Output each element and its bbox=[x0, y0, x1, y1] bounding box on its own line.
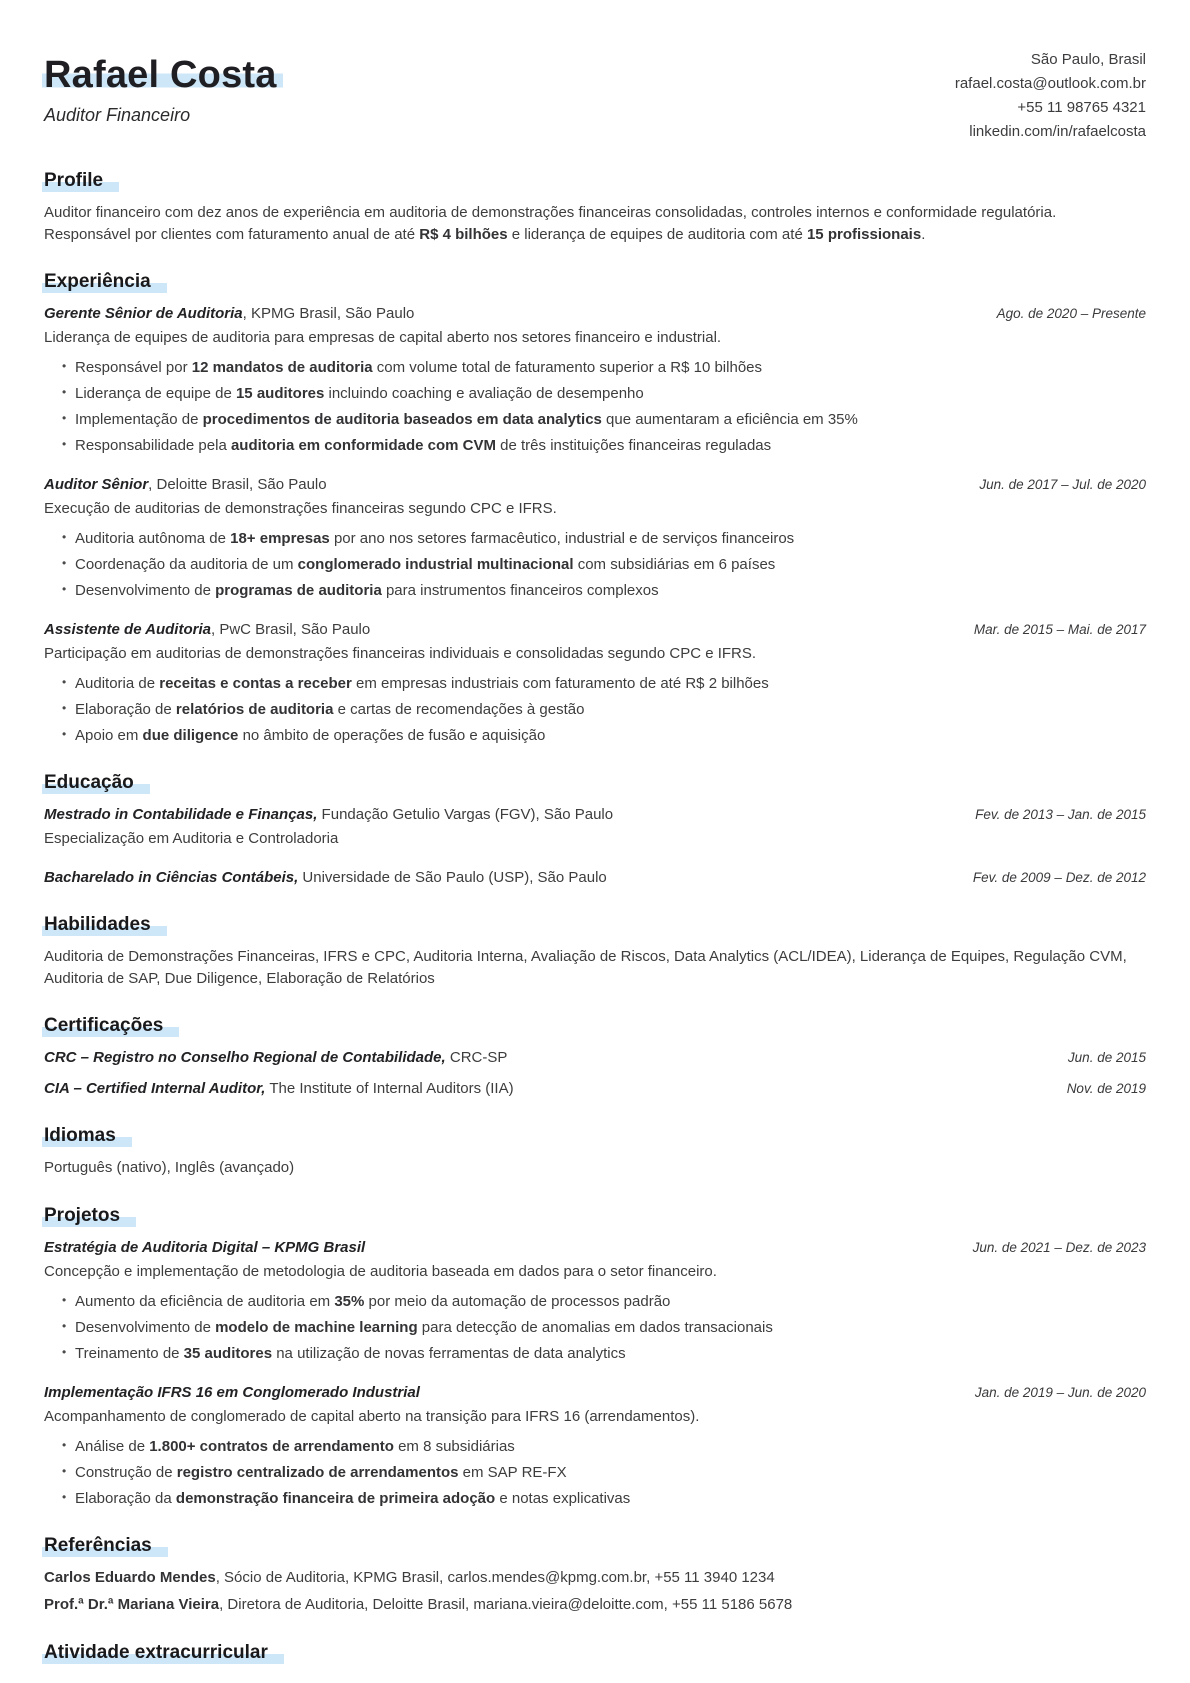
bullet-item bbox=[75, 528, 1146, 549]
bullet-list bbox=[44, 673, 1146, 746]
text: Liderança de equipe de bbox=[75, 385, 236, 403]
section-experiencia bbox=[44, 271, 1146, 746]
entry-date: Ago. de 2020 – Presente bbox=[996, 306, 1146, 322]
contact-block bbox=[955, 46, 1146, 144]
section-heading-text: Educação bbox=[42, 772, 150, 795]
text: Apoio em bbox=[75, 727, 143, 745]
text: Desenvolvimento de bbox=[75, 582, 216, 600]
bullet-item bbox=[75, 699, 1146, 720]
text: em empresas industriais com faturamento de até R$ 2 bilhões bbox=[351, 675, 769, 693]
entry-title: CIA – Certified Internal Auditor, bbox=[44, 1080, 266, 1098]
section-heading-text: Atividade extracurricular bbox=[42, 1642, 284, 1665]
bold-text: 35% bbox=[334, 1292, 365, 1310]
text: Auditoria de bbox=[75, 675, 160, 693]
text: na utilização de novas ferramentas de data analytics bbox=[272, 1344, 626, 1362]
entry bbox=[44, 303, 1146, 456]
entry bbox=[44, 1382, 1146, 1509]
entry-description: Execução de auditorias de demonstrações financeiras segundo CPC e IFRS. bbox=[44, 500, 557, 518]
text: Auditoria autônoma de bbox=[75, 530, 231, 548]
bold-text: 18+ empresas bbox=[230, 530, 330, 548]
entry-title-group bbox=[44, 1382, 951, 1403]
entry-subtitle: Fundação Getulio Vargas (FGV), São Paulo bbox=[317, 806, 614, 824]
entry bbox=[44, 474, 1146, 601]
text: que aumentaram a eficiência em 35% bbox=[601, 411, 858, 429]
bullet-item bbox=[75, 1462, 1146, 1483]
identity-block bbox=[44, 46, 283, 126]
entry-date: Nov. de 2019 bbox=[1066, 1081, 1146, 1097]
entry-title: Mestrado in Contabilidade e Finanças, bbox=[44, 806, 318, 824]
contact-line: São Paulo, Brasil bbox=[1030, 51, 1146, 68]
entry-title: Assistente de Auditoria bbox=[44, 621, 211, 639]
bold-text: Prof.ª Dr.ª Mariana Vieira bbox=[44, 1596, 220, 1614]
bold-text: 1.800+ contratos de arrendamento bbox=[149, 1437, 394, 1455]
entry bbox=[44, 1078, 1146, 1099]
entry-title-group bbox=[44, 474, 955, 495]
bold-text: conglomerado industrial multinacional bbox=[297, 556, 574, 574]
bold-text: modelo de machine learning bbox=[215, 1318, 418, 1336]
section-heading bbox=[44, 1642, 1146, 1664]
bold-text: Carlos Eduardo Mendes bbox=[44, 1568, 216, 1586]
section-referencias bbox=[44, 1535, 1146, 1616]
bold-text: receitas e contas a receber bbox=[159, 675, 352, 693]
section-heading bbox=[44, 1535, 1146, 1557]
bold-text: 15 auditores bbox=[235, 385, 325, 403]
text: no âmbito de operações de fusão e aquisição bbox=[238, 727, 546, 745]
entry-date: Mar. de 2015 – Mai. de 2017 bbox=[973, 622, 1146, 638]
text: Treinamento de bbox=[75, 1344, 184, 1362]
text: Implementação de bbox=[75, 411, 203, 429]
section-heading bbox=[44, 271, 1146, 293]
entry-title-group bbox=[44, 1237, 949, 1258]
section-heading bbox=[44, 170, 1146, 192]
bold-text: 12 mandatos de auditoria bbox=[191, 359, 373, 377]
entry-date: Jun. de 2017 – Jul. de 2020 bbox=[979, 477, 1146, 493]
bold-text: relatórios de auditoria bbox=[175, 701, 334, 719]
section-heading bbox=[44, 914, 1146, 936]
text: , Sócio de Auditoria, KPMG Brasil, carlos.mendes@kpmg.com.br, +55 11 3940 1234 bbox=[215, 1568, 775, 1586]
text: Responsável por bbox=[75, 359, 192, 377]
paragraph bbox=[44, 946, 1146, 990]
bold-text: procedimentos de auditoria baseados em data analytics bbox=[202, 411, 602, 429]
paragraph bbox=[44, 1594, 1146, 1616]
entry-subtitle: , KPMG Brasil, São Paulo bbox=[242, 305, 415, 323]
contact-line: linkedin.com/in/rafaelcosta bbox=[969, 123, 1146, 140]
text: e cartas de recomendações à gestão bbox=[333, 701, 585, 719]
text: para detecção de anomalias em dados transacionais bbox=[417, 1318, 773, 1336]
bold-text: programas de auditoria bbox=[215, 582, 382, 600]
person-job-title: Auditor Financeiro bbox=[44, 104, 191, 125]
bullet-list bbox=[44, 528, 1146, 601]
bullet-list bbox=[44, 1436, 1146, 1509]
text: Responsabilidade pela bbox=[75, 437, 231, 455]
section-idiomas bbox=[44, 1125, 1146, 1179]
text: incluindo coaching e avaliação de desempenho bbox=[324, 385, 644, 403]
section-heading-text: Experiência bbox=[42, 271, 167, 294]
bold-text: demonstração financeira de primeira adoção bbox=[175, 1489, 496, 1507]
bullet-list bbox=[44, 357, 1146, 456]
text: Desenvolvimento de bbox=[75, 1318, 216, 1336]
entry-subtitle: , PwC Brasil, São Paulo bbox=[210, 621, 371, 639]
section-habilidades bbox=[44, 914, 1146, 989]
text: Elaboração da bbox=[75, 1489, 176, 1507]
bullet-item bbox=[75, 1317, 1146, 1338]
entry-title: Estratégia de Auditoria Digital – KPMG Brasil bbox=[44, 1238, 366, 1256]
person-name-text: Rafael Costa bbox=[42, 54, 283, 96]
text: Auditoria de Demonstrações Financeiras, IFRS e CPC, Auditoria Interna, Avaliação de Riscos, Data Analytics (ACL/IDEA), Liderança de Equipes, Regulação CVM, Auditoria de SAP, Due Diligence, Elaboração de Relatórios bbox=[44, 947, 1127, 987]
entry-title: Implementação IFRS 16 em Conglomerado Industrial bbox=[44, 1383, 420, 1401]
bold-text: registro centralizado de arrendamentos bbox=[176, 1463, 459, 1481]
bullet-item bbox=[75, 1291, 1146, 1312]
section-heading-text: Profile bbox=[42, 170, 119, 193]
entry-date: Jun. de 2021 – Dez. de 2023 bbox=[972, 1239, 1146, 1255]
entry bbox=[44, 1237, 1146, 1364]
entry-description: Acompanhamento de conglomerado de capital aberto na transição para IFRS 16 (arrendamentos). bbox=[44, 1407, 700, 1425]
bold-text: R$ 4 bilhões bbox=[419, 225, 508, 243]
entry-subtitle: , Deloitte Brasil, São Paulo bbox=[148, 476, 327, 494]
entry-description: Participação em auditorias de demonstrações financeiras individuais e consolidadas segundo CPC e IFRS. bbox=[44, 645, 757, 663]
entry-title: CRC – Registro no Conselho Regional de Contabilidade, bbox=[44, 1049, 446, 1067]
entry-header-row bbox=[44, 1237, 1146, 1258]
bold-text: auditoria em conformidade com CVM bbox=[230, 437, 496, 455]
entry-header-row bbox=[44, 804, 1146, 825]
text: Elaboração de bbox=[75, 701, 176, 719]
bullet-item bbox=[75, 554, 1146, 575]
bullet-item bbox=[75, 435, 1146, 456]
entry bbox=[44, 619, 1146, 746]
bullet-item bbox=[75, 673, 1146, 694]
entry-subtitle: The Institute of Internal Auditors (IIA) bbox=[265, 1080, 514, 1098]
bullet-item bbox=[75, 1343, 1146, 1364]
section-certificacoes bbox=[44, 1015, 1146, 1099]
text: com subsidiárias em 6 países bbox=[573, 556, 776, 574]
entry-header-row bbox=[44, 619, 1146, 640]
bold-text: 35 auditores bbox=[183, 1344, 273, 1362]
entry-description: Liderança de equipes de auditoria para empresas de capital aberto nos setores financeiro e industrial. bbox=[44, 329, 722, 347]
text: em 8 subsidiárias bbox=[393, 1437, 515, 1455]
section-atividade-extracurricular bbox=[44, 1642, 1146, 1664]
section-heading-text: Idiomas bbox=[42, 1125, 132, 1148]
section-heading-text: Certificações bbox=[42, 1015, 179, 1038]
bullet-item bbox=[75, 409, 1146, 430]
section-heading-text: Referências bbox=[42, 1535, 168, 1558]
entry-header-row bbox=[44, 474, 1146, 495]
entry-description: Especialização em Auditoria e Controladoria bbox=[44, 830, 339, 848]
entry-title-group bbox=[44, 804, 951, 825]
text: por meio da automação de processos padrão bbox=[364, 1292, 671, 1310]
bullet-item bbox=[75, 1488, 1146, 1509]
resume-header bbox=[44, 46, 1146, 144]
entry-date: Fev. de 2013 – Jan. de 2015 bbox=[975, 807, 1146, 823]
resume-body bbox=[44, 170, 1146, 1664]
entry-date: Fev. de 2009 – Dez. de 2012 bbox=[972, 870, 1146, 886]
entry-title: Gerente Sênior de Auditoria bbox=[44, 305, 243, 323]
bullet-item bbox=[75, 580, 1146, 601]
entry bbox=[44, 804, 1146, 849]
entry-description: Concepção e implementação de metodologia de auditoria baseada em dados para o setor financeiro. bbox=[44, 1262, 717, 1280]
entry-title-group bbox=[44, 619, 950, 640]
bullet-item bbox=[75, 383, 1146, 404]
text: , Diretora de Auditoria, Deloitte Brasil, mariana.vieira@deloitte.com, +55 11 5186 5678 bbox=[219, 1596, 793, 1614]
text: Construção de bbox=[75, 1463, 177, 1481]
section-heading bbox=[44, 1015, 1146, 1037]
section-heading bbox=[44, 1205, 1146, 1227]
entry-header-row bbox=[44, 1382, 1146, 1403]
bullet-list bbox=[44, 1291, 1146, 1364]
entry-title: Bacharelado in Ciências Contábeis, bbox=[44, 869, 299, 887]
text: com volume total de faturamento superior a R$ 10 bilhões bbox=[372, 359, 763, 377]
paragraph bbox=[44, 1157, 1146, 1179]
entry-subtitle: CRC-SP bbox=[445, 1049, 508, 1067]
entry-header-row bbox=[44, 867, 1146, 888]
text: para instrumentos financeiros complexos bbox=[381, 582, 659, 600]
text: e liderança de equipes de auditoria com até bbox=[507, 225, 807, 243]
person-name bbox=[44, 54, 283, 98]
bullet-item bbox=[75, 357, 1146, 378]
text: em SAP RE-FX bbox=[458, 1463, 567, 1481]
entry-title: Auditor Sênior bbox=[44, 476, 149, 494]
text: . bbox=[921, 225, 926, 243]
text: e notas explicativas bbox=[495, 1489, 631, 1507]
section-heading bbox=[44, 1125, 1146, 1147]
entry-header-row bbox=[44, 1047, 1146, 1068]
entry-title-group bbox=[44, 1078, 1043, 1099]
text: por ano nos setores farmacêutico, industrial e de serviços financeiros bbox=[329, 530, 795, 548]
entry-date: Jun. de 2015 bbox=[1067, 1050, 1146, 1066]
entry-title-group bbox=[44, 1047, 1044, 1068]
text: Análise de bbox=[75, 1437, 150, 1455]
bullet-item bbox=[75, 1436, 1146, 1457]
section-heading-text: Habilidades bbox=[42, 914, 167, 937]
section-profile bbox=[44, 170, 1146, 245]
text: Coordenação da auditoria de um bbox=[75, 556, 298, 574]
contact-line: rafael.costa@outlook.com.br bbox=[954, 75, 1146, 92]
section-heading bbox=[44, 772, 1146, 794]
section-projetos bbox=[44, 1205, 1146, 1509]
paragraph bbox=[44, 202, 1146, 246]
entry-title-group bbox=[44, 867, 949, 888]
section-heading-text: Projetos bbox=[42, 1205, 136, 1228]
entry-subtitle: Universidade de São Paulo (USP), São Paulo bbox=[298, 869, 607, 887]
text: Aumento da eficiência de auditoria em bbox=[75, 1292, 335, 1310]
bold-text: 15 profissionais bbox=[806, 225, 922, 243]
paragraph bbox=[44, 1567, 1146, 1589]
section-educacao bbox=[44, 772, 1146, 888]
entry-title-group bbox=[44, 303, 973, 324]
entry-date: Jan. de 2019 – Jun. de 2020 bbox=[974, 1384, 1146, 1400]
bold-text: due diligence bbox=[142, 727, 239, 745]
entry-header-row bbox=[44, 303, 1146, 324]
entry bbox=[44, 867, 1146, 888]
entry bbox=[44, 1047, 1146, 1068]
text: de três instituições financeiras reguladas bbox=[496, 437, 772, 455]
entry-header-row bbox=[44, 1078, 1146, 1099]
contact-line: +55 11 98765 4321 bbox=[1017, 99, 1146, 116]
text: Auditor financeiro com dez anos de experiência em auditoria de demonstrações financeiras consolidadas, controles internos e conformidade regulatória. Responsável por clientes com faturamento anual de até bbox=[44, 203, 1057, 243]
text: Português (nativo), Inglês (avançado) bbox=[44, 1159, 295, 1177]
bullet-item bbox=[75, 725, 1146, 746]
